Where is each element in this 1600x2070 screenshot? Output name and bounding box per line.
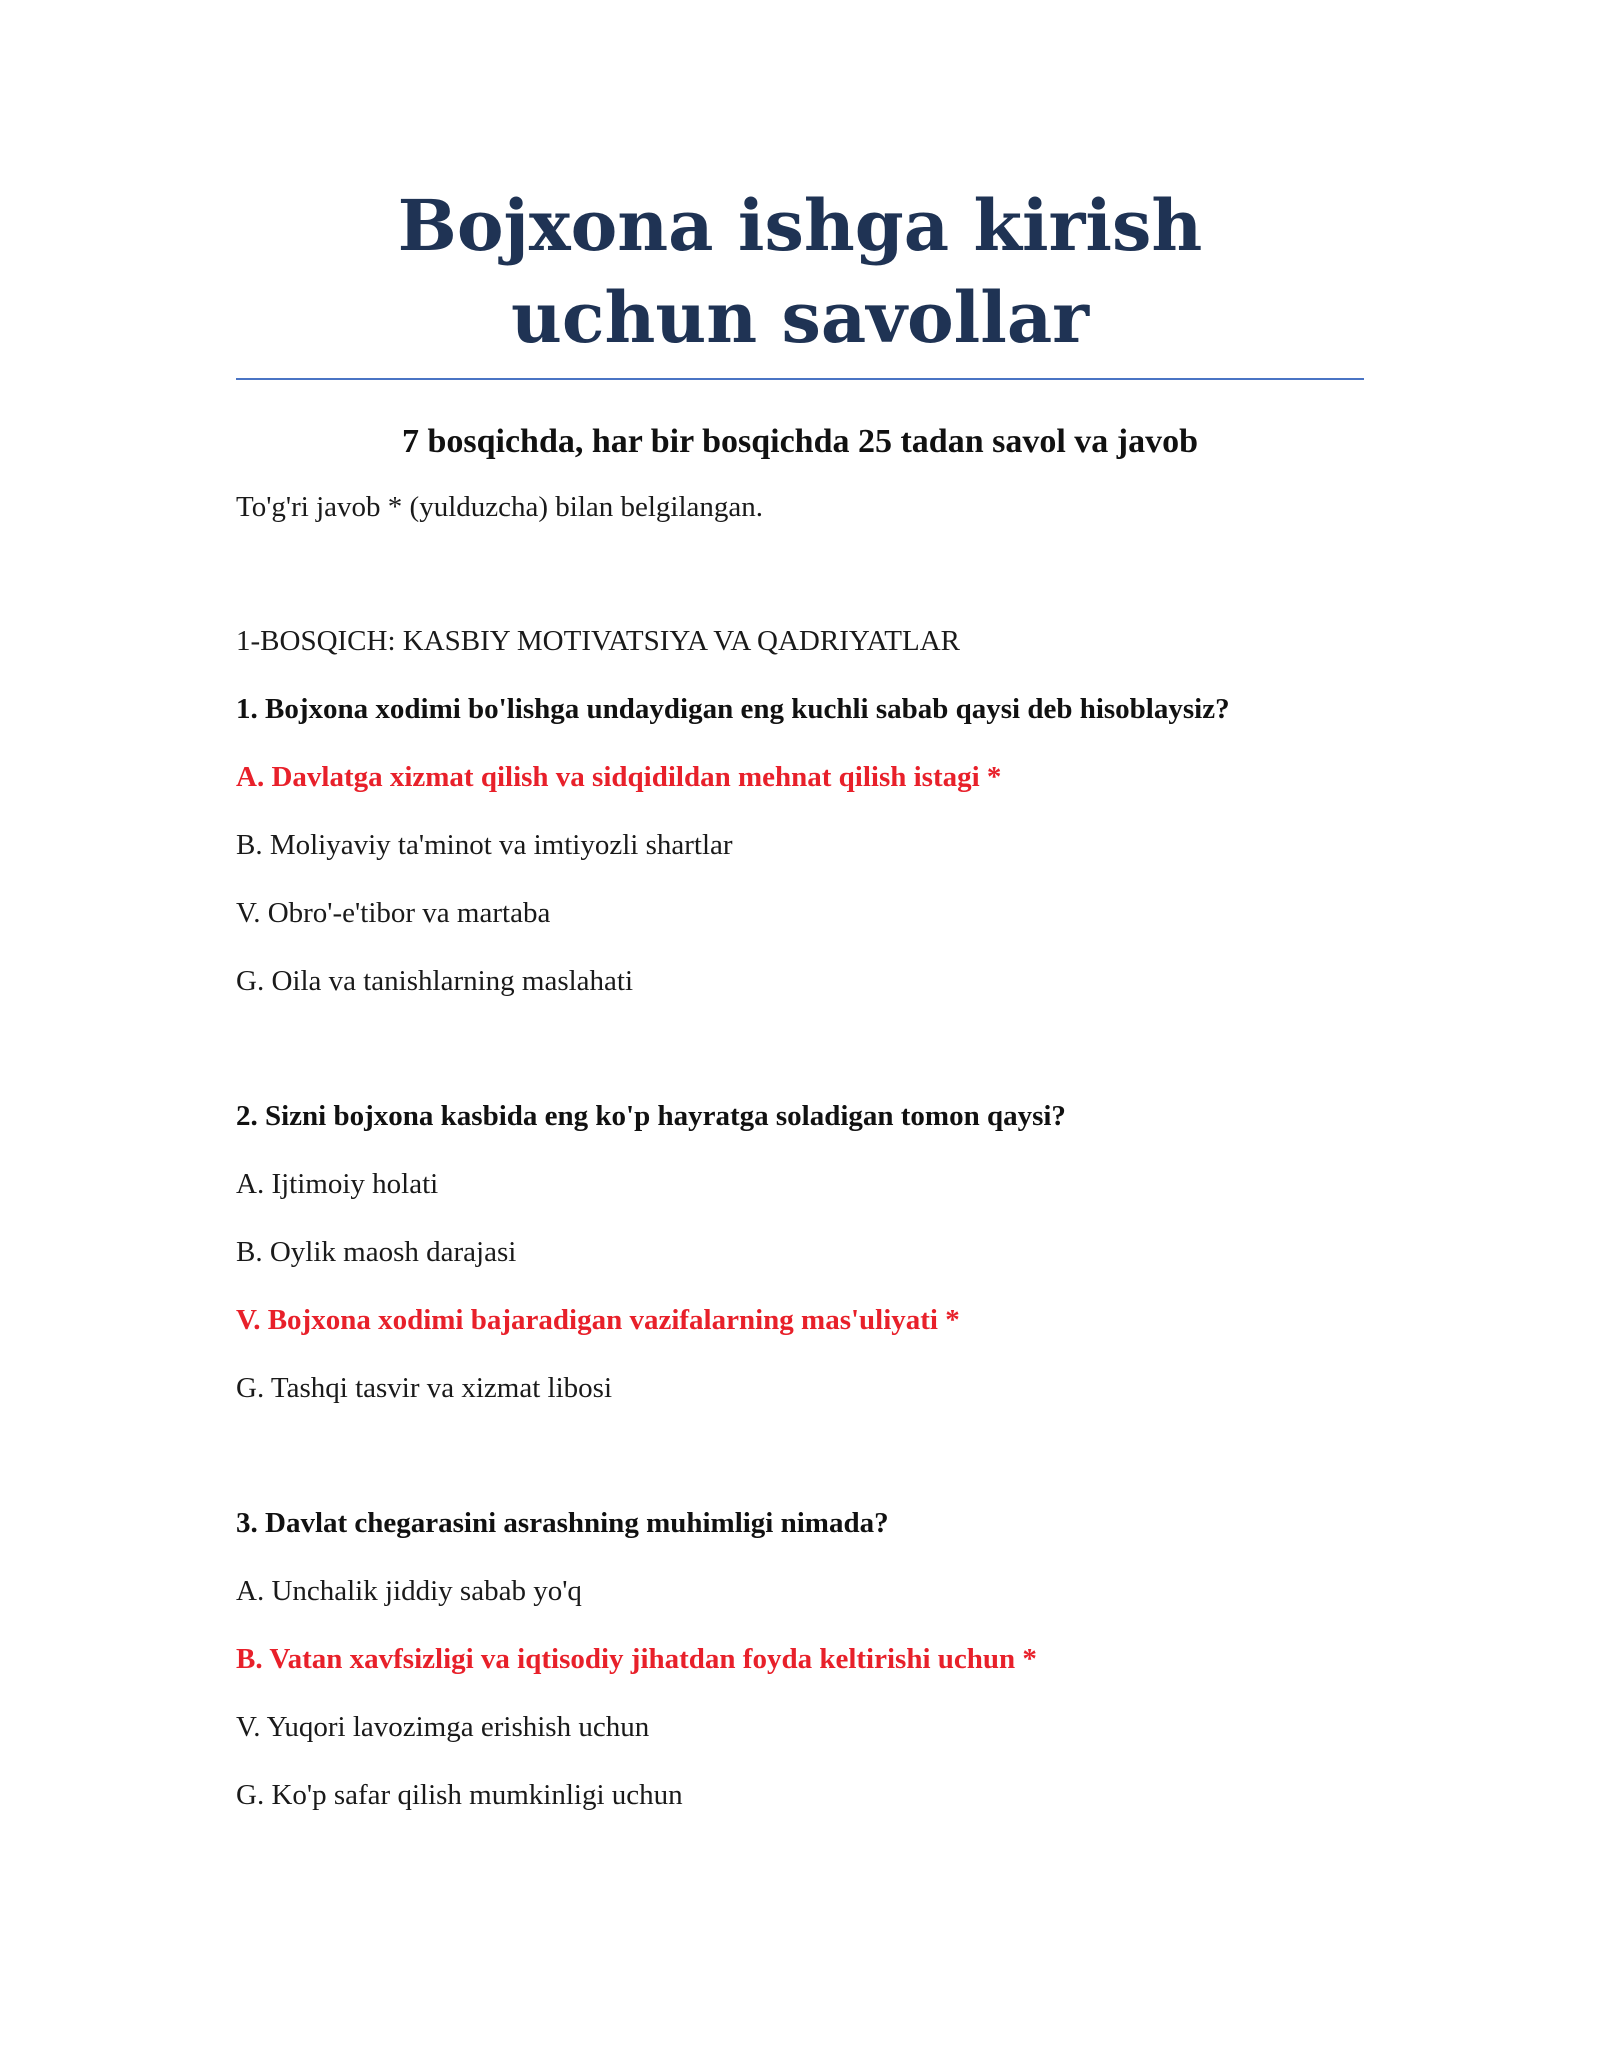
answer-option: B. Moliyaviy ta'minot va imtiyozli shartlar (236, 829, 733, 861)
answer-key-note: To'g'ri javob * (yulduzcha) bilan belgilangan. (236, 491, 764, 523)
answer-option: G. Oila va tanishlarning maslahati (236, 965, 634, 997)
question-block-1 (236, 692, 1364, 998)
question-text: 2. Sizni bojxona kasbida eng ko'p hayratga soladigan tomon qaysi? (236, 1100, 1066, 1132)
question-text: 3. Davlat chegarasini asrashning muhimligi nimada? (236, 1507, 889, 1539)
answer-option-correct: A. Davlatga xizmat qilish va sidqidildan mehnat qilish istagi * (236, 761, 1002, 793)
question-text: 1. Bojxona xodimi bo'lishga undaydigan eng kuchli sabab qaysi deb hisoblaysiz? (236, 693, 1230, 725)
answer-option: V. Obro'-e'tibor va martaba (236, 897, 551, 929)
answer-option-correct: B. Vatan xavfsizligi va iqtisodiy jihatdan foyda keltirishi uchun * (236, 1643, 1037, 1675)
question-block-2 (236, 1099, 1364, 1405)
answer-option: B. Oylik maosh darajasi (236, 1236, 517, 1268)
answer-option-correct: V. Bojxona xodimi bajaradigan vazifalarning mas'uliyati * (236, 1304, 960, 1336)
answer-option: A. Unchalik jiddiy sabab yo'q (236, 1575, 582, 1607)
answer-option: A. Ijtimoiy holati (236, 1168, 439, 1200)
document-page (236, 180, 1364, 1812)
question-block-3 (236, 1506, 1364, 1812)
document-subtitle: 7 bosqichda, har bir bosqichda 25 tadan savol va javob (401, 423, 1199, 460)
document-title: Bojxona ishga kirish uchun savollar (236, 180, 1364, 380)
answer-option: G. Ko'p safar qilish mumkinligi uchun (236, 1779, 683, 1811)
answer-option: G. Tashqi tasvir va xizmat libosi (236, 1372, 612, 1404)
answer-option: V. Yuqori lavozimga erishish uchun (236, 1711, 650, 1743)
section-title: 1-BOSQICH: KASBIY MOTIVATSIYA VA QADRIYATLAR (236, 625, 961, 657)
